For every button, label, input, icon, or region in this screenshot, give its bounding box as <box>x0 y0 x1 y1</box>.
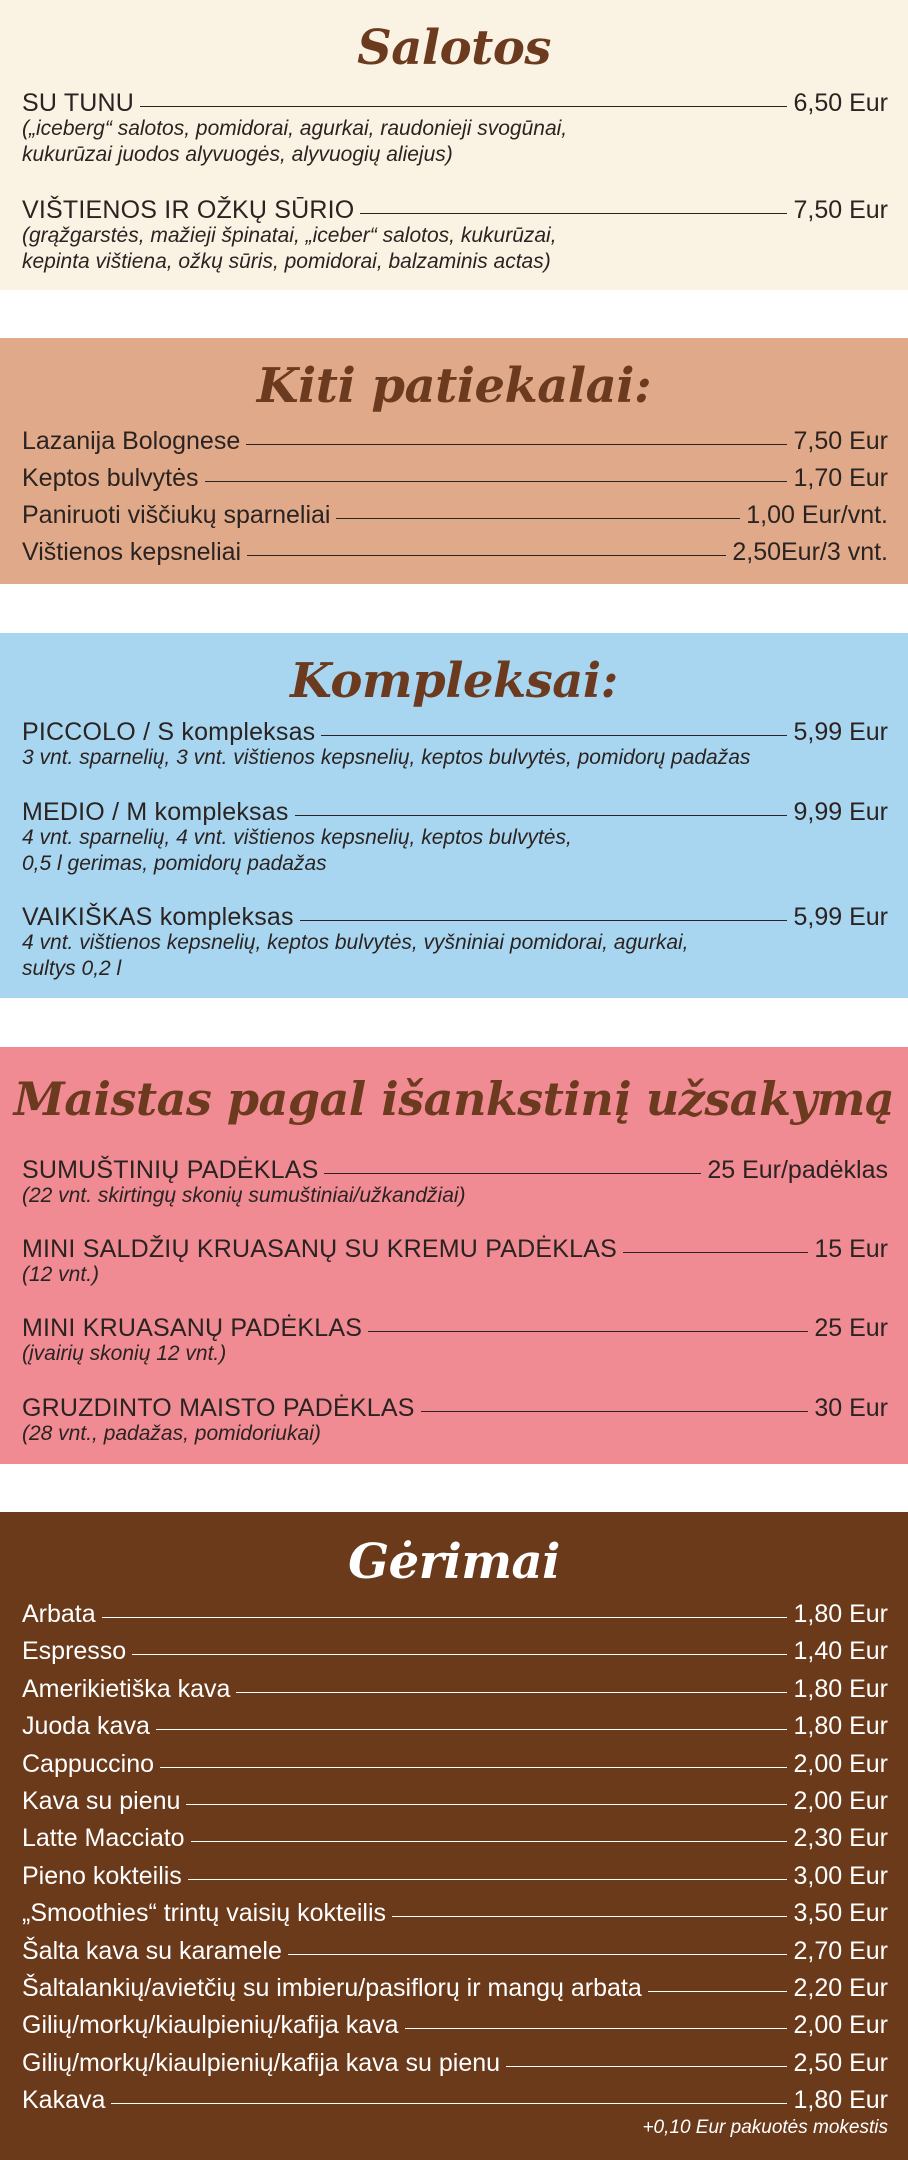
menu-item <box>22 1749 888 1779</box>
item-price: 2,00 Eur <box>793 1749 888 1778</box>
section-title-maistas: Maistas pagal išankstinį užsakymą <box>13 1072 895 1126</box>
section-title-gerimai: Gėrimai <box>348 1534 560 1590</box>
menu-item <box>22 1711 888 1741</box>
section-kiti-patiekalai <box>0 338 908 584</box>
section-maistas-uzsakymas <box>0 1047 908 1464</box>
menu-item <box>22 463 888 493</box>
menu-item <box>22 195 888 225</box>
item-name: Juoda kava <box>22 1712 150 1741</box>
leader-line <box>421 1411 809 1412</box>
item-description: (grąžgarstės, mažieji špinatai, „iceber“ salotos, kukurūzai, kepinta vištiena, ožkų sūris, pomidorai, balzaminis actas) <box>22 224 557 273</box>
section-title-salotos: Salotos <box>357 20 551 76</box>
item-price: 2,50 Eur <box>793 2048 888 2077</box>
menu-item <box>22 1393 888 1423</box>
leader-line <box>336 518 740 519</box>
item-price: 5,99 Eur <box>793 718 888 746</box>
leader-line <box>321 735 787 736</box>
item-name: Gilių/morkų/kiaulpienių/kafija kava su pienu <box>22 2048 501 2077</box>
leader-line <box>324 1173 701 1174</box>
menu-item <box>22 500 888 530</box>
menu-item <box>22 902 888 932</box>
menu-item <box>22 1234 888 1264</box>
leader-line <box>111 2103 787 2104</box>
item-name: GRUZDINTO MAISTO PADĖKLAS <box>22 1394 415 1422</box>
menu-item <box>22 717 888 747</box>
menu-item <box>22 1786 888 1816</box>
item-price: 1,80 Eur <box>793 2086 888 2115</box>
item-price: 2,20 Eur <box>793 1974 888 2002</box>
leader-line <box>132 1654 787 1655</box>
menu-item <box>22 2048 888 2078</box>
item-price: 25 Eur <box>814 1314 888 1342</box>
item-price: 7,50 Eur <box>793 427 888 455</box>
item-price: 3,50 Eur <box>793 1899 888 1928</box>
item-price: 1,80 Eur <box>793 1712 888 1741</box>
item-name: MINI SALDŽIŲ KRUASANŲ SU KREMU PADĖKLAS <box>22 1235 617 1263</box>
menu-item <box>22 2010 888 2040</box>
item-price: 1,70 Eur <box>793 464 888 492</box>
item-name: VIŠTIENOS IR OŽKŲ SŪRIO <box>22 196 355 224</box>
item-name: MINI KRUASANŲ PADĖKLAS <box>22 1314 363 1342</box>
item-name: Arbata <box>22 1600 96 1628</box>
leader-line <box>288 1954 788 1955</box>
item-name: Kava su pienu <box>22 1787 181 1815</box>
leader-line <box>186 1804 787 1805</box>
item-name: Latte Macciato <box>22 1824 185 1853</box>
item-price: 1,80 Eur <box>793 1600 888 1628</box>
menu-item <box>22 1973 888 2003</box>
item-price: 3,00 Eur <box>793 1861 888 1890</box>
leader-line <box>392 1916 787 1917</box>
item-price: 30 Eur <box>814 1394 888 1422</box>
menu-item <box>22 1155 888 1185</box>
menu-item <box>22 1599 888 1629</box>
menu-item <box>22 537 888 567</box>
section-kompleksai <box>0 633 908 998</box>
item-name: „Smoothies“ trintų vaisių kokteilis <box>22 1899 387 1928</box>
leader-line <box>295 815 788 816</box>
item-name: VAIKIŠKAS kompleksas <box>22 903 294 931</box>
leader-line <box>205 481 788 482</box>
menu-item <box>22 797 888 827</box>
item-description: (12 vnt.) <box>22 1263 100 1286</box>
item-name: Amerikietiška kava <box>22 1674 231 1703</box>
section-title-kompleksai: Kompleksai: <box>290 653 618 709</box>
leader-line <box>156 1729 788 1730</box>
item-price: 5,99 Eur <box>793 903 888 931</box>
leader-line <box>360 213 787 214</box>
menu-item <box>22 1674 888 1704</box>
menu-item <box>22 426 888 456</box>
packaging-fee-note: +0,10 Eur pakuotės mokestis <box>642 2117 888 2138</box>
leader-line <box>102 1617 788 1618</box>
menu-item <box>22 1823 888 1853</box>
item-name: MEDIO / M kompleksas <box>22 798 289 826</box>
leader-line <box>140 106 787 107</box>
item-price: 1,40 Eur <box>793 1637 888 1666</box>
item-name: Gilių/morkų/kiaulpienių/kafija kava <box>22 2011 399 2040</box>
menu-item <box>22 2085 888 2115</box>
item-description: („iceberg“ salotos, pomidorai, agurkai, raudonieji svogūnai, kukurūzai juodos alyvuogės, alyvuogių aliejus) <box>22 117 568 166</box>
menu-item <box>22 1313 888 1343</box>
item-name: Paniruoti viščiukų sparneliai <box>22 501 331 529</box>
item-name: Lazanija Bolognese <box>22 427 241 455</box>
item-name: Šaltalankių/avietčių su imbieru/pasiflorų ir mangų arbata <box>22 1974 642 2002</box>
leader-line <box>191 1841 788 1842</box>
leader-line <box>368 1331 808 1332</box>
item-description: 3 vnt. sparnelių, 3 vnt. vištienos kepsnelių, keptos bulvytės, pomidorų padažas <box>22 746 751 769</box>
item-name: Keptos bulvytės <box>22 464 199 492</box>
item-description: 4 vnt. vištienos kepsnelių, keptos bulvytės, vyšniniai pomidorai, agurkai, sultys 0,2 l <box>22 931 689 980</box>
section-salotos <box>0 0 908 290</box>
item-price: 2,00 Eur <box>793 2011 888 2040</box>
item-price: 2,30 Eur <box>793 1824 888 1853</box>
leader-line <box>405 2028 788 2029</box>
menu-item <box>22 88 888 118</box>
item-description: (22 vnt. skirtingų skonių sumuštiniai/užkandžiai) <box>22 1184 466 1207</box>
item-name: Pieno kokteilis <box>22 1861 182 1890</box>
leader-line <box>623 1252 808 1253</box>
item-price: 2,70 Eur <box>793 1936 888 1965</box>
leader-line <box>300 920 788 921</box>
item-price: 2,00 Eur <box>793 1787 888 1815</box>
section-title-kiti: Kiti patiekalai: <box>256 358 652 414</box>
menu-item <box>22 1636 888 1666</box>
item-name: Espresso <box>22 1637 127 1666</box>
item-price: 9,99 Eur <box>793 798 888 826</box>
item-price: 1,00 Eur/vnt. <box>746 501 888 529</box>
item-name: SUMUŠTINIŲ PADĖKLAS <box>22 1156 319 1184</box>
menu-item <box>22 1861 888 1891</box>
item-description: 4 vnt. sparnelių, 4 vnt. vištienos kepsnelių, keptos bulvytės, 0,5 l gerimas, pomidorų padažas <box>22 826 572 875</box>
item-price: 25 Eur/padėklas <box>707 1156 888 1184</box>
item-price: 7,50 Eur <box>793 196 888 224</box>
item-description: (28 vnt., padažas, pomidoriukai) <box>22 1422 321 1445</box>
item-name: Šalta kava su karamele <box>22 1936 282 1965</box>
leader-line <box>246 444 787 445</box>
leader-line <box>236 1692 787 1693</box>
item-name: Vištienos kepsneliai <box>22 538 242 566</box>
item-name: Kakava <box>22 2086 106 2115</box>
menu-item <box>22 1898 888 1928</box>
leader-line <box>188 1879 788 1880</box>
item-name: Cappuccino <box>22 1749 155 1778</box>
item-price: 2,50Eur/3 vnt. <box>732 538 888 566</box>
menu-item <box>22 1936 888 1966</box>
item-price: 6,50 Eur <box>793 89 888 117</box>
leader-line <box>160 1767 787 1768</box>
item-name: SU TUNU <box>22 89 135 117</box>
item-price: 15 Eur <box>814 1235 888 1263</box>
leader-line <box>247 555 726 556</box>
leader-line <box>648 1991 788 1992</box>
leader-line <box>506 2066 787 2067</box>
item-description: (įvairių skonių 12 vnt.) <box>22 1342 227 1365</box>
item-name: PICCOLO / S kompleksas <box>22 718 316 746</box>
section-gerimai <box>0 1512 908 2160</box>
item-price: 1,80 Eur <box>793 1674 888 1703</box>
